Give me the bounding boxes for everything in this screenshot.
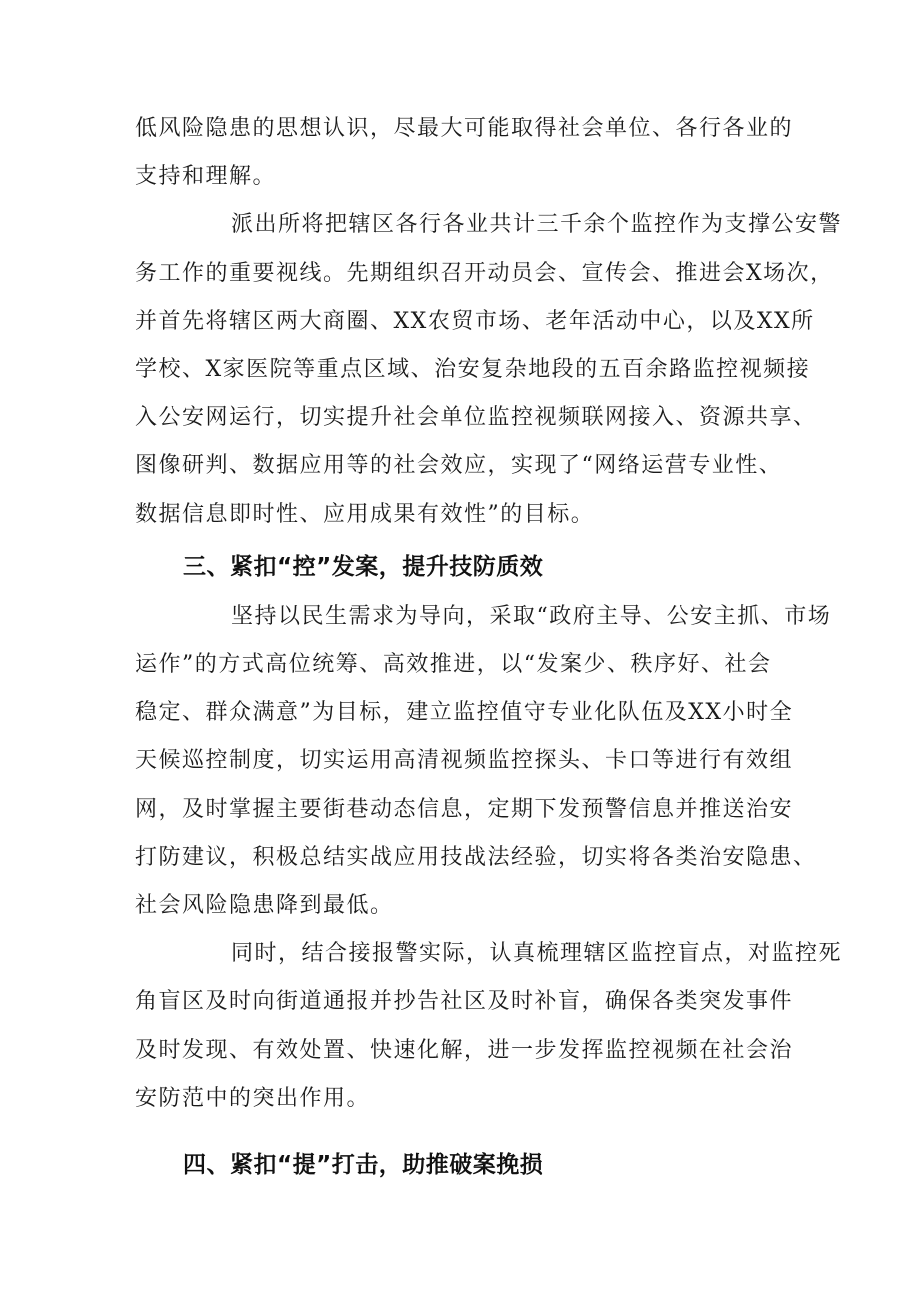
paragraph-continued bbox=[135, 105, 800, 201]
text-line: 安防范中的突出作用。 bbox=[135, 1085, 371, 1111]
text-line: 入公安网运行，切实提升社会单位监控视频联网接入、资源共享、 bbox=[135, 405, 817, 431]
paragraph-monitoring-network bbox=[135, 201, 843, 538]
text-line: 数据信息即时性、应用成果有效性”的目标。 bbox=[135, 501, 595, 527]
paragraph-control-crime bbox=[135, 593, 832, 930]
text-line: 及时发现、有效处置、快速化解，进一步发挥监控视频在社会治 bbox=[135, 1037, 794, 1063]
document-body bbox=[135, 105, 843, 1191]
section-heading-3: 三、紧扣“控”发案，提升技防质效 bbox=[183, 553, 544, 580]
section-heading-4: 四、紧扣“提”打击，助推破案挽损 bbox=[183, 1152, 544, 1179]
text-line: 运作”的方式高位统筹、高效推进，以“发案少、秩序好、社会 bbox=[135, 652, 772, 678]
text-line: 派出所将把辖区各行各业共计三千余个监控作为支撑公安警 bbox=[231, 212, 843, 238]
text-line: 低风险隐患的思想认识，尽最大可能取得社会单位、各行各业的 bbox=[135, 116, 794, 141]
text-line: 坚持以民生需求为导向，采取“政府主导、公安主抓、市场 bbox=[231, 603, 832, 629]
paragraph-blind-spots bbox=[135, 930, 843, 1123]
text-line: 天候巡控制度，切实运用高清视频监控探头、卡口等进行有效组 bbox=[135, 748, 794, 774]
text-line: 打防建议，积极总结实战应用技战法经验，切实将各类治安隐患、 bbox=[135, 844, 817, 870]
text-line: 图像研判、数据应用等的社会效应，实现了“网络运营专业性、 bbox=[135, 453, 783, 479]
text-line: 务工作的重要视线。先期组织召开动员会、宣传会、推进会X场次， bbox=[135, 260, 834, 286]
text-line: 同时，结合接报警实际，认真梳理辖区监控盲点，对监控死 bbox=[231, 941, 843, 967]
text-line: 角盲区及时向街道通报并抄告社区及时补盲，确保各类突发事件 bbox=[135, 989, 794, 1015]
text-line: 稳定、群众满意”为目标，建立监控值守专业化队伍及XX小时全 bbox=[135, 700, 794, 726]
text-line: 学校、X家医院等重点区域、治安复杂地段的五百余路监控视频接 bbox=[135, 357, 811, 383]
text-line: 社会风险隐患降到最低。 bbox=[135, 893, 394, 919]
text-line: 支持和理解。 bbox=[135, 164, 277, 190]
text-line: 并首先将辖区两大商圈、XX农贸市场、老年活动中心，以及XX所 bbox=[135, 308, 815, 334]
text-line: 网，及时掌握主要街巷动态信息，定期下发预警信息并推送治安 bbox=[135, 796, 794, 822]
